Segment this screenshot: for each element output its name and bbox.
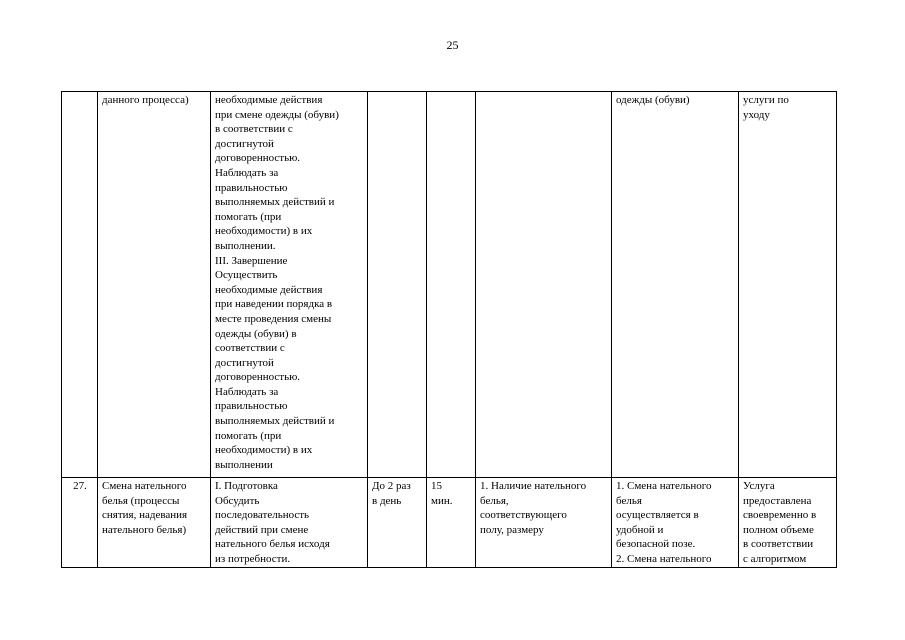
cell-number bbox=[62, 92, 98, 478]
cell-evaluation: Услуга предоставлена своевременно в полном объеме в соответствии с алгоритмом bbox=[739, 478, 837, 568]
cell-indicators: 1. Смена нательного белья осуществляется в удобной и безопасной позе. 2. Смена нательного bbox=[612, 478, 739, 568]
cell-service-name: данного процесса) bbox=[98, 92, 211, 478]
cell-evaluation: услуги по уходу bbox=[739, 92, 837, 478]
cell-service-content: необходимые действия при смене одежды (обуви) в соответствии с достигнутой договоренностью. Наблюдать за правильностью выполняемых действий и помогать (при необходимости) в их выполнении. III. Завершение Осуществить необходимые действия при наведении порядка в месте проведения смены одежды (обуви) в соответствии с достигнутой договоренностью. Наблюдать за правильностью выполняемых действий и помогать (при необходимости) в их выполнении bbox=[211, 92, 368, 478]
cell-frequency: До 2 раз в день bbox=[368, 478, 427, 568]
cell-service-content: I. Подготовка Обсудить последовательность действий при смене нательного белья исходя из потребности. bbox=[211, 478, 368, 568]
cell-frequency bbox=[368, 92, 427, 478]
table-row bbox=[62, 92, 837, 478]
cell-conditions bbox=[476, 92, 612, 478]
services-table bbox=[61, 91, 837, 568]
table-row bbox=[62, 478, 837, 568]
cell-duration bbox=[427, 92, 476, 478]
cell-indicators: одежды (обуви) bbox=[612, 92, 739, 478]
cell-conditions: 1. Наличие нательного белья, соответствующего полу, размеру bbox=[476, 478, 612, 568]
cell-service-name: Смена нательного белья (процессы снятия, надевания нательного белья) bbox=[98, 478, 211, 568]
cell-number: 27. bbox=[62, 478, 98, 568]
cell-duration: 15 мин. bbox=[427, 478, 476, 568]
page-number: 25 bbox=[446, 38, 459, 52]
